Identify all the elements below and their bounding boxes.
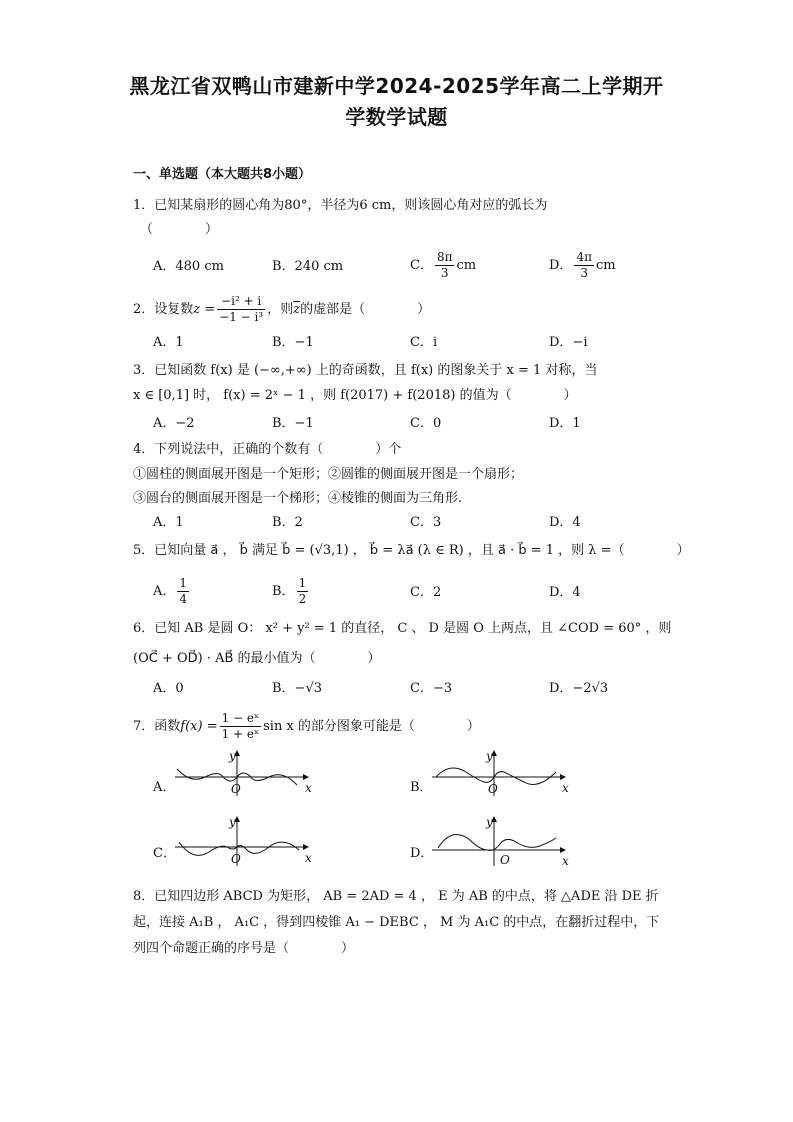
q7-stem [133, 711, 480, 742]
q1-option-d [549, 250, 616, 281]
q5-option-b [272, 576, 310, 607]
q2-option-b: B．−1 [272, 335, 314, 350]
q7-graph-b [432, 748, 572, 800]
q7-numerator: 1 − eˣ [221, 711, 260, 725]
q1-d-numerator: 4π [576, 250, 592, 264]
q7-d-x-label: x [562, 854, 569, 868]
q7-b-x-label: x [562, 781, 569, 795]
q4-option-c: C．3 [410, 515, 442, 530]
q2-prefix: 2．设复数 [133, 302, 194, 317]
q7-d-origin: O [500, 853, 510, 867]
q1-d-unit: cm [595, 258, 616, 273]
q1-c-numerator: 8π [436, 250, 453, 264]
q1-c-denominator: 3 [440, 266, 449, 280]
exam-title-line-2: 学数学试题 [345, 105, 448, 129]
q2-option-d: D．−i [549, 335, 588, 350]
q2-numerator: −i² + i [217, 294, 265, 310]
q5-a-numerator: 1 [179, 576, 188, 590]
q6-option-b: B．−√3 [272, 681, 323, 696]
q5-stem: 5．已知向量 a⃗ ， b⃗ 满足 b⃗ = (√3,1) ， b⃗ = λa⃗ (λ ∈ R) ，且 a⃗ · b⃗ = 1 ，则 λ =（ ） [133, 543, 690, 558]
q7-graph-c [175, 814, 315, 870]
section-heading: 一、单选题（本大题共8小题） [133, 167, 312, 182]
q1-option-d-fraction [574, 250, 594, 281]
q3-option-b: B．−1 [272, 416, 314, 431]
q5-option-b-label: B． [272, 584, 295, 599]
q7-graph-d [432, 814, 572, 870]
exam-title-line-1: 黑龙江省双鸭山市建新中学2024-2025学年高二上学期开 [129, 74, 664, 98]
q6-option-a: A．0 [153, 681, 184, 696]
q5-option-a-label: A． [153, 584, 176, 599]
q8-stem-line-2: 起，连接 A₁B ， A₁C ，得到四棱锥 A₁ − DEBC ， M 为 A₁C 的中点，在翻折过程中，下 [133, 915, 660, 930]
q4-option-b: B．2 [272, 515, 303, 530]
q6-option-d: D．−2√3 [549, 681, 609, 696]
q7-fraction [220, 711, 262, 742]
q7-d-y-label: y [486, 815, 493, 829]
q7-denominator: 1 + eˣ [221, 727, 260, 741]
q4-stem-line-1: 4．下列说法中，正确的个数有（ ）个 [133, 442, 402, 457]
q8-stem-line-3: 列四个命题正确的序号是（ ） [133, 941, 355, 956]
q3-option-c: C．0 [410, 416, 442, 431]
q2-denominator: −1 − i³ [219, 310, 264, 324]
q5-a-denominator: 4 [179, 592, 188, 606]
q1-stem: 1．已知某扇形的圆心角为80°，半径为6 cm，则该圆心角对应的弧长为 [133, 198, 548, 213]
q7-suffix: sin x 的部分图象可能是（ ） [263, 719, 480, 734]
q4-stem-line-3: ③圆台的侧面展开图是一个梯形；④棱锥的侧面为三角形. [133, 491, 463, 506]
q7-c-x-label: x [305, 851, 312, 865]
q2-option-c: C．i [410, 335, 438, 350]
q3-option-d: D．1 [549, 416, 581, 431]
q2-suffix: 的虚部是（ ） [300, 302, 431, 317]
q5-b-denominator: 2 [298, 592, 307, 606]
q7-b-y-label: y [486, 749, 493, 763]
q4-option-d: D．4 [549, 515, 581, 530]
q1-option-b: B．240 cm [272, 259, 344, 274]
q4-stem-line-2: ①圆柱的侧面展开图是一个矩形；②圆锥的侧面展开图是一个扇形； [133, 467, 524, 482]
q3-option-a: A．−2 [153, 416, 195, 431]
q1-d-denominator: 3 [580, 266, 589, 280]
q3-stem-line-1: 3．已知函数 f(x) 是 (−∞,+∞) 上的奇函数，且 f(x) 的图象关于 x = 1 对称，当 [133, 363, 598, 378]
q5-option-d: D．4 [549, 585, 581, 600]
q1-c-unit: cm [456, 258, 477, 273]
q1-option-c-label: C． [410, 258, 433, 273]
q1-option-c [410, 250, 476, 281]
q6-option-c: C．−3 [410, 681, 453, 696]
q2-option-a: A．1 [153, 335, 184, 350]
q7-option-d-label: D． [410, 846, 434, 861]
q7-prefix: 7．函数 [133, 719, 181, 734]
q7-b-origin: O [488, 782, 498, 796]
q7-option-a-label: A． [153, 780, 176, 795]
q1-option-d-label: D． [549, 258, 573, 273]
q7-c-y-label: y [229, 815, 236, 829]
q5-option-a [153, 576, 191, 607]
q4-option-a: A．1 [153, 515, 184, 530]
q3-stem-line-2: x ∈ [0,1] 时， f(x) = 2ˣ − 1 ，则 f(2017) + f(2018) 的值为（ ） [133, 388, 577, 403]
q1-option-c-fraction [435, 250, 455, 281]
q2-z-conjugate: $\overline{z}$ [293, 302, 301, 317]
q5-option-c: C．2 [410, 585, 442, 600]
q1-answer-paren: （ ） [140, 222, 219, 237]
q7-function-name: f(x) = [180, 719, 218, 734]
q5-b-numerator: 1 [298, 576, 307, 590]
q7-a-y-label: y [229, 749, 236, 763]
q5-option-b-fraction [297, 576, 309, 607]
q8-stem-line-1: 8．已知四边形 ABCD 为矩形， AB = 2AD = 4 ， E 为 AB 的中点，将 △ADE 沿 DE 折 [133, 889, 659, 904]
q2-stem [133, 294, 430, 325]
q5-option-a-fraction [177, 576, 189, 607]
q7-a-x-label: x [305, 781, 312, 795]
q6-stem-line-2: (OC⃗ + OD⃗) · AB⃗ 的最小值为（ ） [133, 651, 381, 666]
q6-stem-line-1: 6．已知 AB 是圆 O： x² + y² = 1 的直径， C 、 D 是圆 O 上两点，且 ∠COD = 60° ，则 [133, 621, 672, 636]
q7-c-origin: O [231, 852, 241, 866]
q2-mid: ，则 [267, 302, 294, 317]
q1-option-a: A．480 cm [153, 259, 224, 274]
q2-z-equals: z = [193, 302, 216, 317]
q7-option-c-label: C． [153, 846, 176, 861]
q2-fraction [217, 294, 265, 325]
q7-a-origin: O [231, 782, 241, 796]
q7-option-b-label: B． [410, 780, 433, 795]
q7-graph-a [175, 748, 315, 800]
